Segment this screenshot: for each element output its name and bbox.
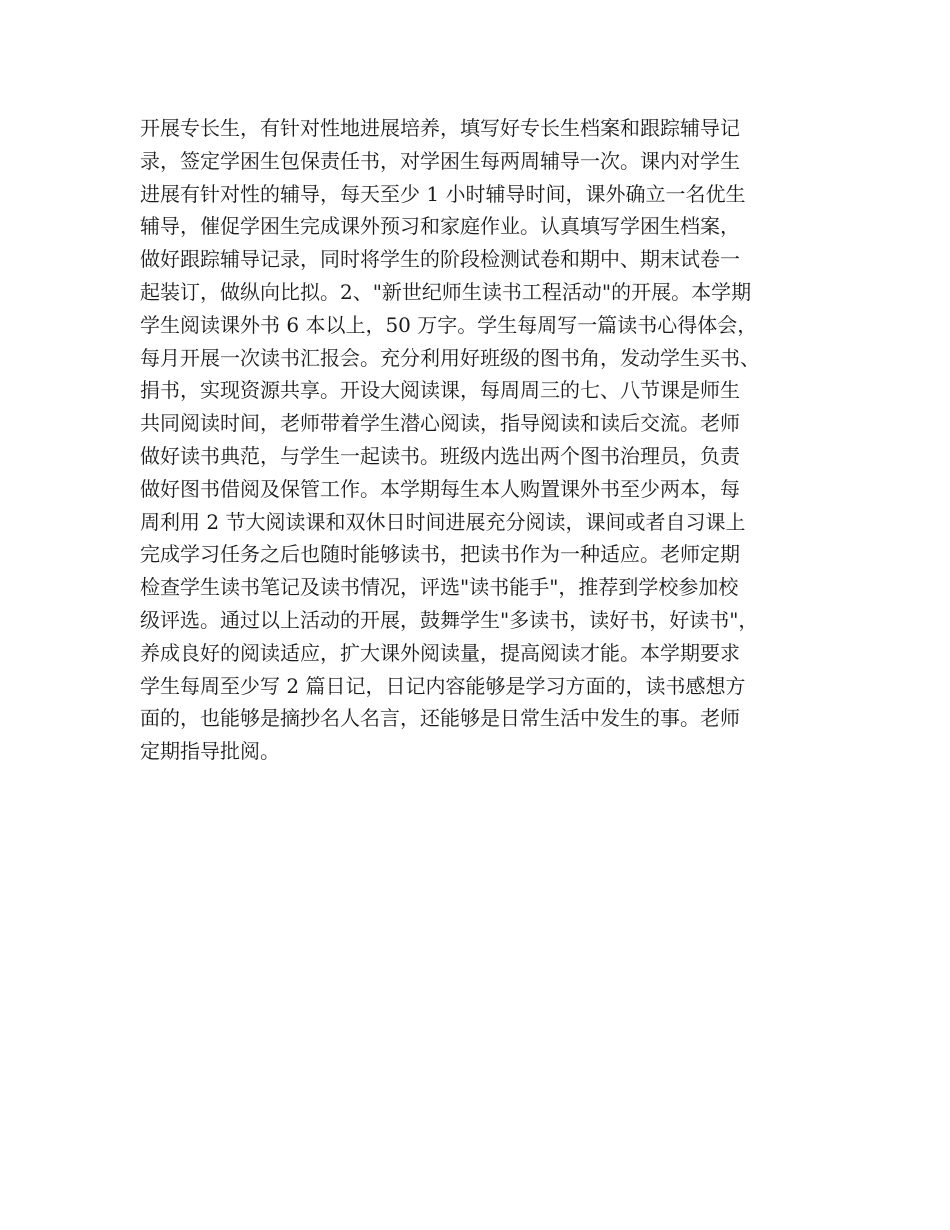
text-line: 学生每周至少写 2 篇日记，日记内容能够是学习方面的，读书感想方: [140, 673, 746, 698]
text-line: 每月开展一次读书汇报会。充分利用好班级的图书角，发动学生买书、: [140, 345, 760, 370]
text-line: 做好读书典范，与学生一起读书。班级内选出两个图书治理员，负责: [140, 443, 740, 468]
text-line: 共同阅读时间，老师带着学生潜心阅读，指导阅读和读后交流。老师: [140, 411, 740, 436]
text-line: 进展有针对性的辅导，每天至少 1 小时辅导时间，课外确立一名优生: [140, 181, 746, 206]
text-line: 学生阅读课外书 6 本以上，50 万字。学生每周写一篇读书心得体会，: [140, 312, 758, 337]
text-line: 养成良好的阅读适应，扩大课外阅读量，提高阅读才能。本学期要求: [140, 640, 740, 665]
text-line: 做好跟踪辅导记录，同时将学生的阶段检测试卷和期中、期末试卷一: [140, 247, 740, 272]
text-line: 辅导，催促学困生完成课外预习和家庭作业。认真填写学困生档案，: [140, 214, 740, 239]
text-line: 录，签定学困生包保责任书，对学困生每两周辅导一次。课内对学生: [140, 148, 740, 173]
text-line: 级评选。通过以上活动的开展，鼓舞学生"多读书，读好书，好读书"，: [140, 607, 759, 632]
text-line: 完成学习任务之后也随时能够读书，把读书作为一种适应。老师定期: [140, 542, 740, 567]
text-line: 做好图书借阅及保管工作。本学期每生本人购置课外书至少两本，每: [140, 476, 740, 501]
text-line: 定期指导批阅。: [140, 739, 280, 764]
text-line: 捐书，实现资源共享。开设大阅读课，每周周三的七、八节课是师生: [140, 378, 740, 403]
body-paragraph: [140, 112, 820, 768]
text-line: 起装订，做纵向比拟。2、"新世纪师生读书工程活动"的开展。本学期: [140, 279, 752, 304]
text-line: 面的，也能够是摘抄名人名言，还能够是日常生活中发生的事。老师: [140, 706, 740, 731]
text-line: 周利用 2 节大阅读课和双休日时间进展充分阅读，课间或者自习课上: [140, 509, 746, 534]
text-line: 检查学生读书笔记及读书情况，评选"读书能手"，推荐到学校参加校: [140, 575, 739, 600]
text-line: 开展专长生，有针对性地进展培养，填写好专长生档案和跟踪辅导记: [140, 116, 740, 140]
